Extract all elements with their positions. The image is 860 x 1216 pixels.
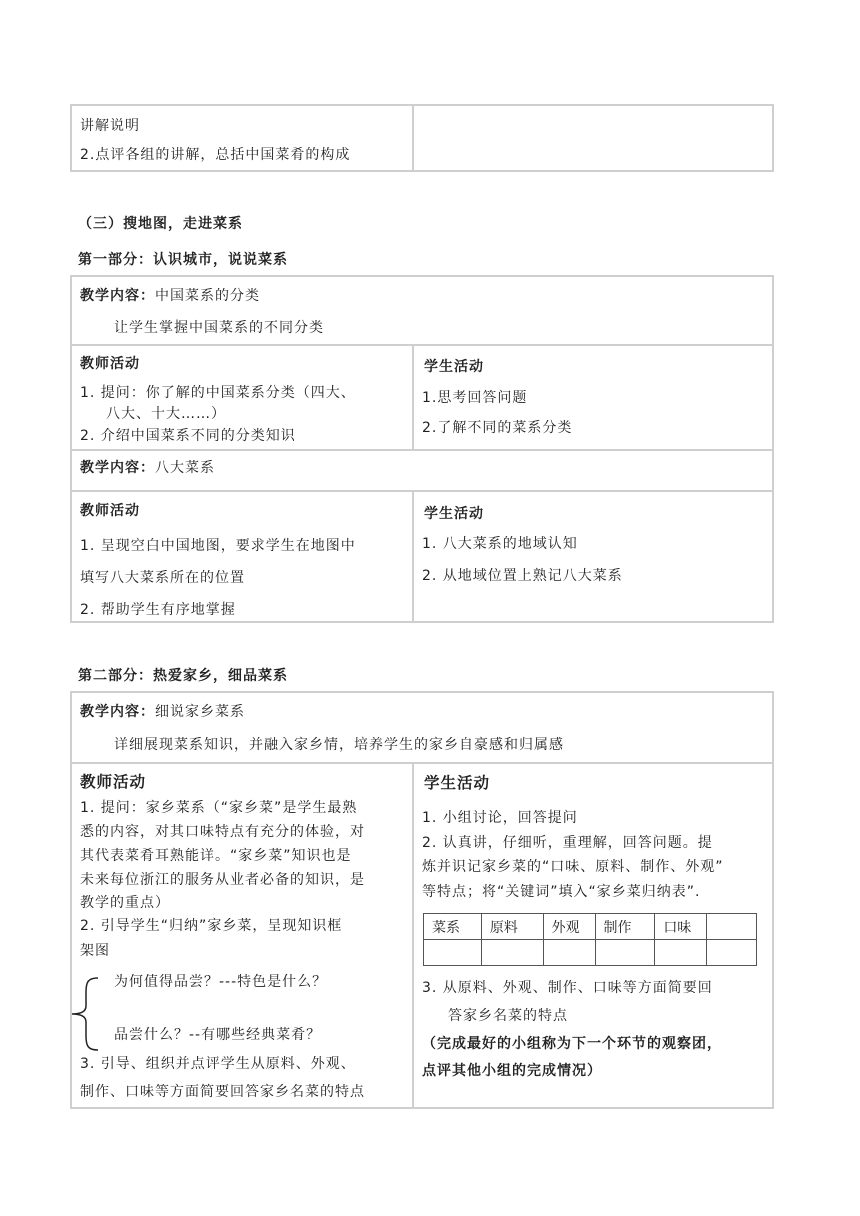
- block2-teacher-title: 教师活动: [80, 503, 140, 519]
- block1-content: [80, 286, 260, 306]
- brace-icon: [66, 974, 106, 1054]
- header-blank: [707, 914, 757, 940]
- table-cell: [481, 940, 543, 966]
- block2-content-label: 教学内容：: [80, 460, 155, 476]
- block3-teacher-after-2: 制作、口味等方面简要回答家乡名菜的特点: [80, 1084, 365, 1100]
- block2-content-value: 八大菜系: [155, 460, 215, 476]
- block3-col-divider: [412, 762, 414, 1109]
- block3-content-value: 细说家乡菜系: [155, 704, 245, 720]
- top-table-line-2: 2.点评各组的讲解，总括中国菜肴的构成: [80, 147, 351, 163]
- block3-row-divider: [70, 762, 774, 764]
- block1-content-desc: 让学生掌握中国菜系的不同分类: [114, 320, 324, 336]
- block2-teacher-line-2: 填写八大菜系所在的位置: [80, 570, 245, 586]
- header-taste: 口味: [655, 914, 707, 940]
- block3-teacher-line-4: 未来每位浙江的服务从业者必备的知识，是: [80, 872, 365, 888]
- section-3-title: （三）搜地图，走进菜系: [78, 216, 243, 232]
- brace-line-1: 为何值得品尝？---特色是什么？: [114, 974, 328, 990]
- block3-teacher-line-5: 教学的重点）: [80, 895, 170, 911]
- block3-student-line-2: 2. 认真讲，仔细听，重理解，回答问题。提: [422, 835, 713, 851]
- block3-student-after-2: 答家乡名菜的特点: [448, 1008, 568, 1024]
- hometown-dish-table: [423, 913, 757, 966]
- block3-content-desc: 详细展现菜系知识，并融入家乡情，培养学生的家乡自豪感和归属感: [114, 737, 564, 753]
- brace-line-2: 品尝什么？--有哪些经典菜肴？: [114, 1027, 322, 1043]
- block3-teacher-line-2: 悉的内容，对其口味特点有充分的体验，对: [80, 824, 365, 840]
- block3-teacher-line-7: 架图: [80, 943, 110, 959]
- block2-content: [80, 458, 215, 478]
- block2-student-title: 学生活动: [424, 506, 484, 522]
- table-row: [424, 914, 757, 940]
- top-table-line-1: 讲解说明: [80, 118, 140, 134]
- block2-teacher-line-1: 1. 呈现空白中国地图，要求学生在地图中: [80, 538, 356, 554]
- block1-content-label: 教学内容：: [80, 288, 155, 304]
- block2-student-line-2: 2. 从地域位置上熟记八大菜系: [422, 568, 623, 584]
- block1-teacher-line-3: 2. 介绍中国菜系不同的分类知识: [80, 428, 296, 444]
- block3-content: [80, 702, 245, 722]
- block3-teacher-line-1: 1. 提问：家乡菜系（“家乡菜”是学生最熟: [80, 800, 358, 816]
- block1-row-divider: [70, 344, 774, 346]
- block2-row-divider-top: [70, 449, 774, 451]
- block1-col-divider: [412, 344, 414, 450]
- header-preparation: 制作: [595, 914, 655, 940]
- block1-teacher-line-2: 八大、十大……）: [106, 406, 226, 422]
- block2-col-divider: [412, 490, 414, 623]
- table-cell: [424, 940, 482, 966]
- part-1-title: 第一部分：认识城市，说说菜系: [78, 252, 288, 268]
- block3-student-line-3: 炼并识记家乡菜的“口味、原料、制作、外观”: [422, 859, 724, 875]
- block1-teacher-title: 教师活动: [80, 356, 140, 372]
- block1-student-title: 学生活动: [424, 359, 484, 375]
- block1-student-line-1: 1.思考回答问题: [422, 390, 528, 406]
- block3-teacher-line-6: 2. 引导学生“归纳”家乡菜，呈现知识框: [80, 918, 343, 934]
- block1-content-value: 中国菜系的分类: [155, 288, 260, 304]
- block3-student-line-4: 等特点；将“关键词”填入“家乡菜归纳表”.: [422, 884, 701, 900]
- block2-teacher-line-3: 2. 帮助学生有序地掌握: [80, 602, 236, 618]
- top-table-divider: [412, 104, 414, 172]
- table-cell: [707, 940, 757, 966]
- header-appearance: 外观: [543, 914, 595, 940]
- table-cell: [595, 940, 655, 966]
- block1-student-line-2: 2.了解不同的菜系分类: [422, 420, 573, 436]
- block3-content-label: 教学内容：: [80, 704, 155, 720]
- block3-student-after-1: 3. 从原料、外观、制作、口味等方面简要回: [422, 980, 713, 996]
- block3-student-title: 学生活动: [424, 774, 491, 792]
- table-cell: [655, 940, 707, 966]
- block3-teacher-line-3: 其代表菜肴耳熟能详。“家乡菜”知识也是: [80, 848, 352, 864]
- table-row: [424, 940, 757, 966]
- block3-teacher-after-1: 3. 引导、组织并点评学生从原料、外观、: [80, 1056, 356, 1072]
- block1-teacher-line-1: 1. 提问：你了解的中国菜系分类（四大、: [80, 385, 356, 401]
- block3-student-bold-1: （完成最好的小组称为下一个环节的观察团，: [422, 1036, 722, 1052]
- block3-student-bold-2: 点评其他小组的完成情况）: [422, 1063, 602, 1079]
- block3-teacher-title: 教师活动: [80, 773, 147, 791]
- table-cell: [543, 940, 595, 966]
- header-ingredients: 原料: [481, 914, 543, 940]
- block3-student-line-1: 1. 小组讨论，回答提问: [422, 810, 578, 826]
- block2-student-line-1: 1. 八大菜系的地域认知: [422, 536, 578, 552]
- block2-row-divider: [70, 490, 774, 492]
- part-2-title: 第二部分：热爱家乡，细品菜系: [78, 668, 288, 684]
- header-cuisine: 菜系: [424, 914, 482, 940]
